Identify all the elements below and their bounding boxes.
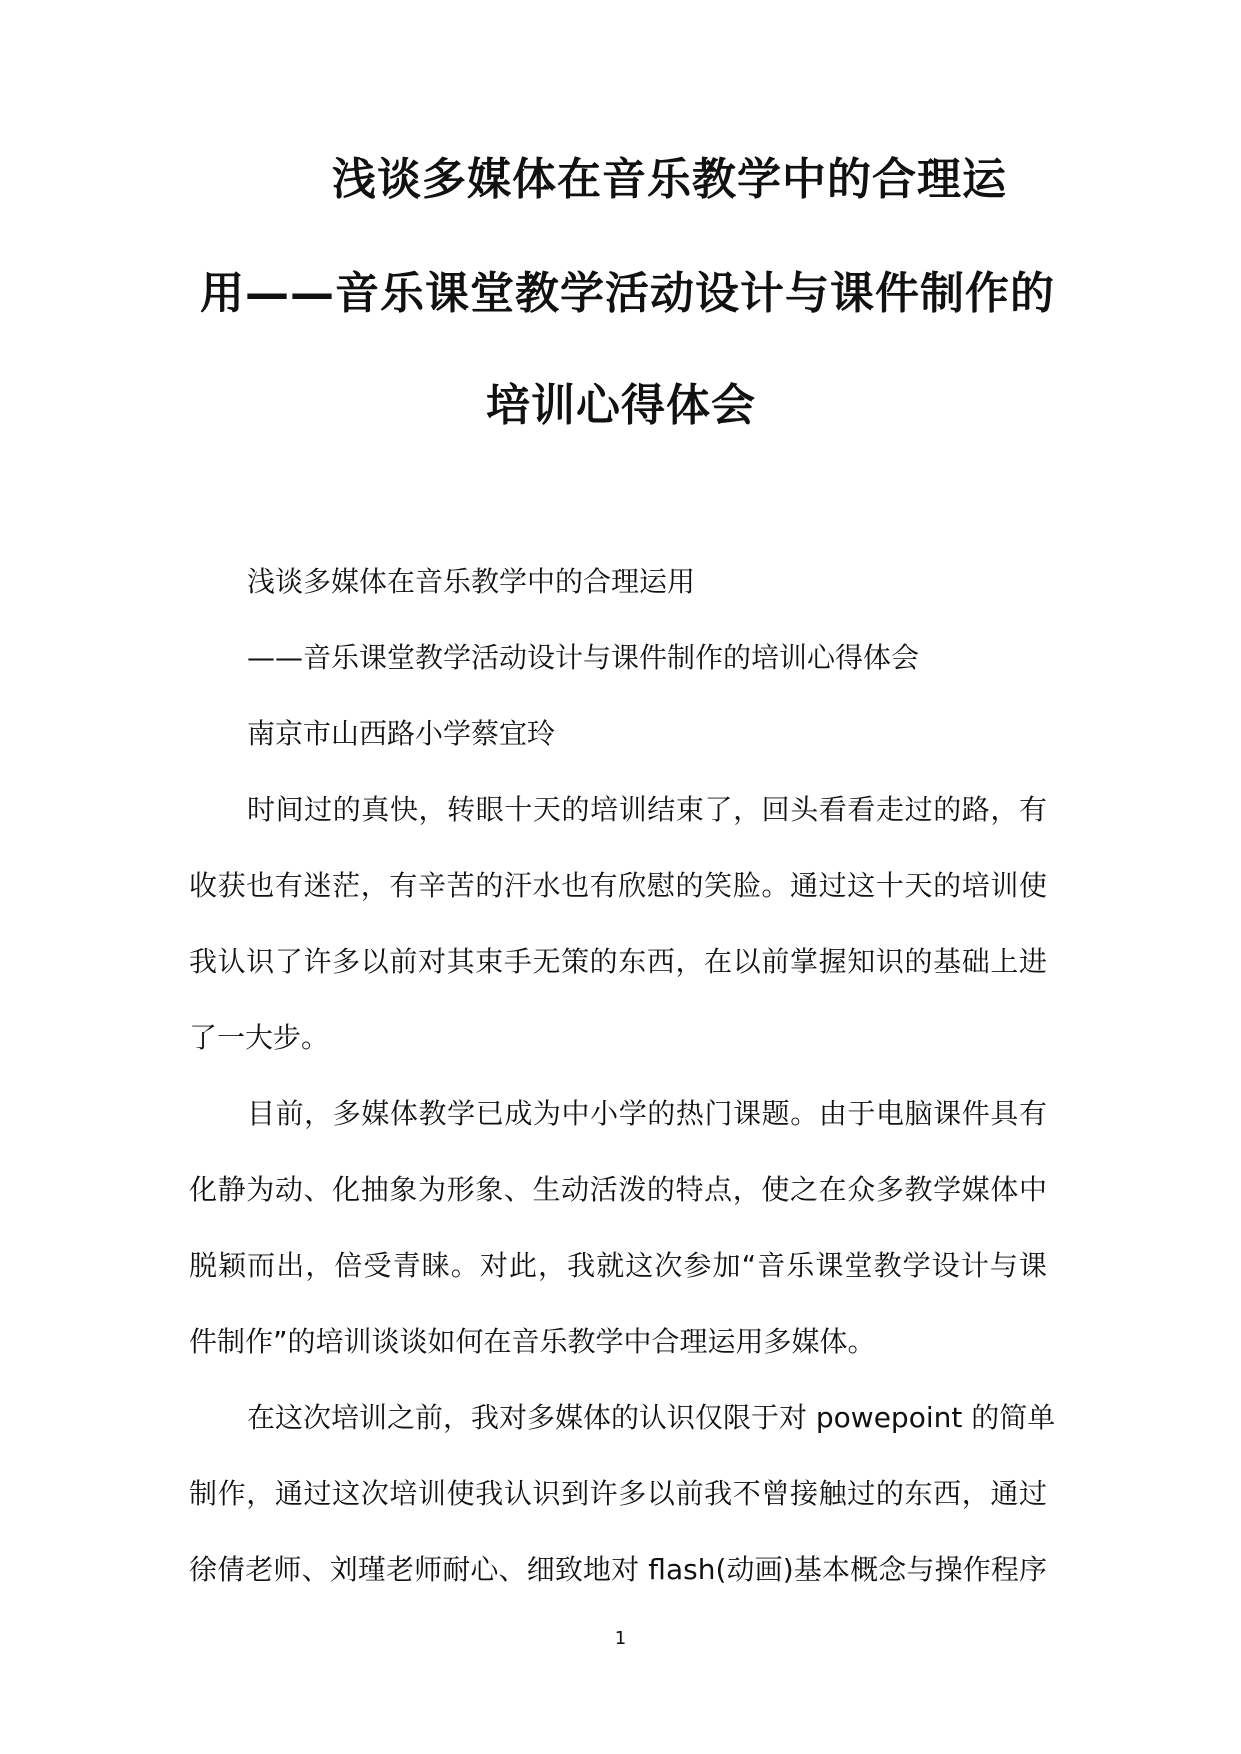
- paragraph-line: 脱颖而出，倍受青睐。对此，我就这次参加“音乐课堂教学设计与课: [189, 1249, 1047, 1282]
- author-line: 南京市山西路小学蔡宜玲: [247, 717, 556, 750]
- paragraph-line: 时间过的真快，转眼十天的培训结束了，回头看看走过的路，有: [247, 793, 1047, 826]
- paragraph-line: 徐倩老师、刘瑾老师耐心、细致地对 flash(动画)基本概念与操作程序: [189, 1553, 1047, 1586]
- paragraph-line: 了一大步。: [189, 1021, 330, 1054]
- title-line-2: 用——音乐课堂教学活动设计与课件制作的: [200, 268, 1055, 319]
- paragraph-line: 件制作”的培训谈谈如何在音乐教学中合理运用多媒体。: [189, 1325, 876, 1358]
- paragraph-line: 目前，多媒体教学已成为中小学的热门课题。由于电脑课件具有: [247, 1097, 1047, 1130]
- subtitle-line: ——音乐课堂教学活动设计与课件制作的培训心得体会: [247, 641, 920, 674]
- paragraph-line: 制作，通过这次培训使我认识到许多以前我不曾接触过的东西，通过: [189, 1477, 1047, 1510]
- paragraph-line: 在这次培训之前，我对多媒体的认识仅限于对 powepoint 的简单: [247, 1401, 1056, 1434]
- paragraph-line: 收获也有迷茫，有辛苦的汗水也有欣慰的笑脸。通过这十天的培训使: [189, 869, 1047, 902]
- subtitle-line: 浅谈多媒体在音乐教学中的合理运用: [247, 565, 696, 598]
- paragraph-line: 化静为动、化抽象为形象、生动活泼的特点，使之在众多教学媒体中: [189, 1173, 1047, 1206]
- title-line-1: 浅谈多媒体在音乐教学中的合理运: [332, 154, 1007, 205]
- paragraph-line: 我认识了许多以前对其束手无策的东西，在以前掌握知识的基础上进: [189, 945, 1047, 978]
- title-line-3: 培训心得体会: [486, 380, 756, 431]
- page-number: 1: [614, 1628, 627, 1649]
